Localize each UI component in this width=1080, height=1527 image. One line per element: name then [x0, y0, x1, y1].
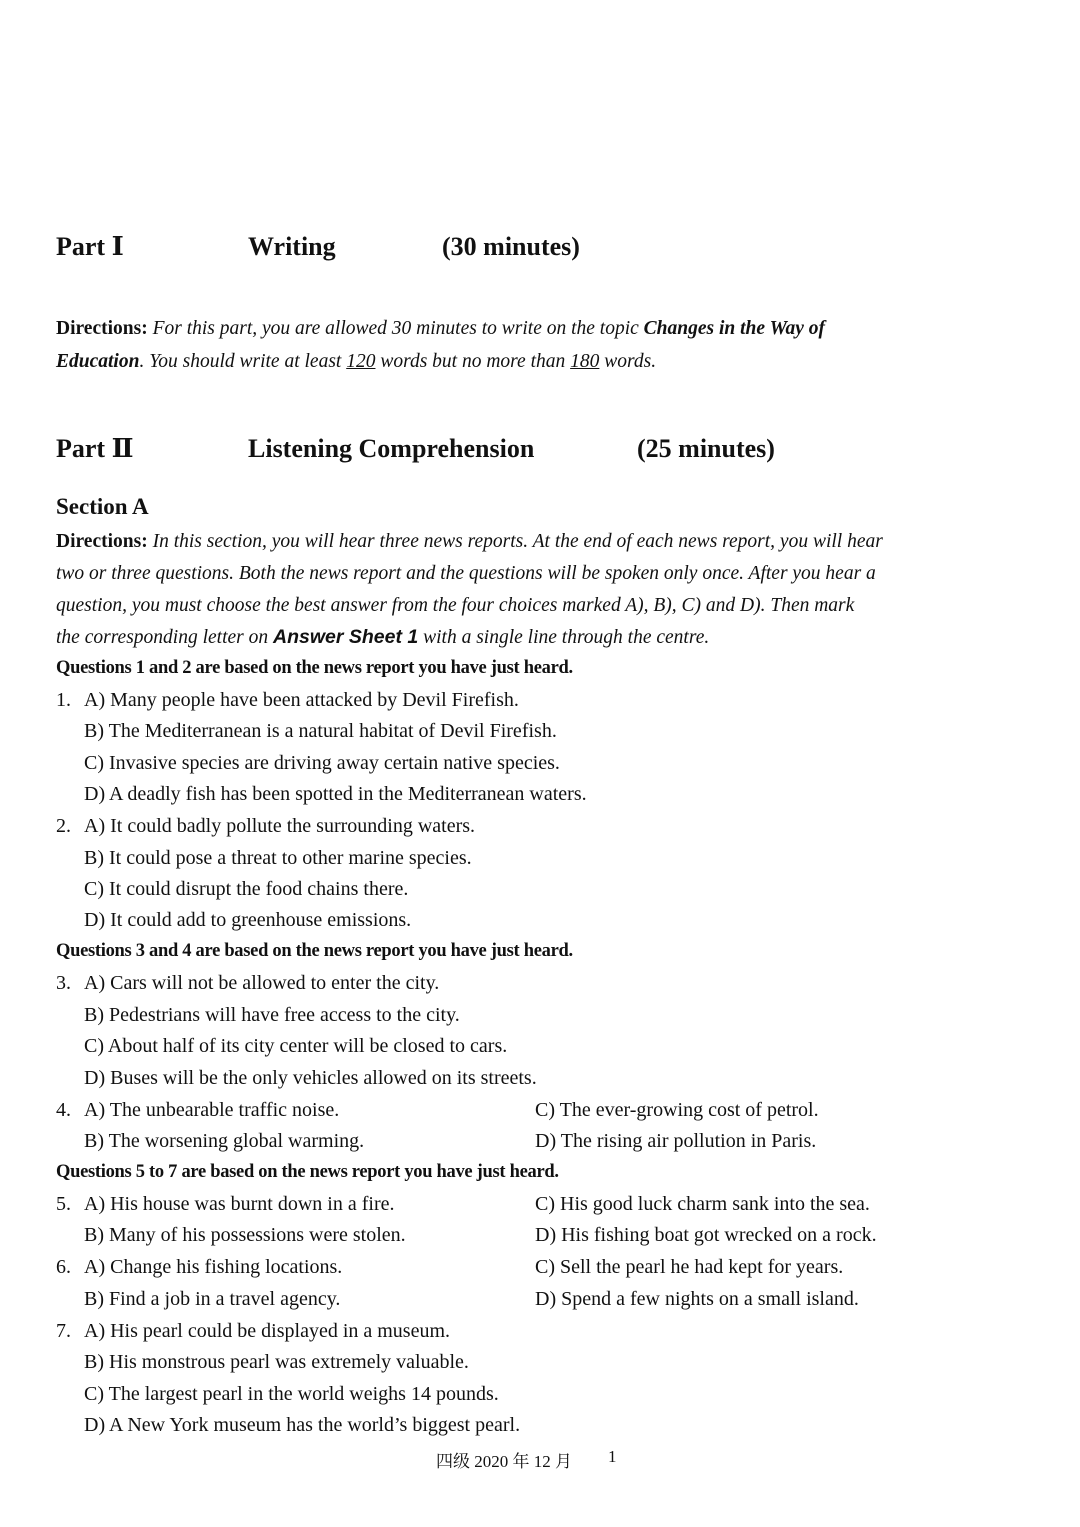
directions-text: the corresponding letter on [56, 627, 273, 648]
option-c: C) The ever-growing cost of petrol. [535, 1099, 819, 1121]
option-b: B) Find a job in a travel agency. [84, 1288, 341, 1310]
option-c: C) Sell the pearl he had kept for years. [535, 1256, 844, 1278]
option-a: A) His pearl could be displayed in a museum. [84, 1320, 451, 1342]
option-d: D) A deadly fish has been spotted in the Mediterranean waters. [84, 783, 587, 805]
part-1-title: Writing [248, 232, 336, 261]
question-number: 5. [56, 1193, 71, 1215]
option-b: B) Many of his possessions were stolen. [84, 1224, 406, 1246]
writing-topic: Changes in the Way of [643, 318, 825, 339]
option-c: C) About half of its city center will be closed to cars. [84, 1035, 508, 1057]
question-1 [56, 689, 519, 712]
directions-text: with a single line through the centre. [418, 627, 710, 648]
question-2 [56, 815, 475, 838]
option-a: A) His house was burnt down in a fire. [84, 1193, 395, 1215]
max-words: 180 [570, 351, 600, 372]
question-number: 2. [56, 815, 71, 837]
directions-label: Directions: [56, 318, 148, 339]
part-2-label: Part Ⅱ [56, 434, 134, 463]
question-number: 3. [56, 972, 71, 994]
option-b: B) It could pose a threat to other marine species. [84, 847, 472, 869]
option-d: D) Spend a few nights on a small island. [535, 1288, 859, 1310]
min-words: 120 [346, 351, 376, 372]
section-a-title: Section A [56, 494, 149, 519]
option-d: D) It could add to greenhouse emissions. [84, 909, 412, 931]
question-group-heading: Questions 5 to 7 are based on the news report you have just heard. [56, 1162, 559, 1182]
writing-topic-cont: Education [56, 351, 140, 372]
option-a: A) It could badly pollute the surrounding waters. [84, 815, 476, 837]
question-7 [56, 1320, 450, 1343]
option-c: C) It could disrupt the food chains there. [84, 878, 409, 900]
option-a: A) The unbearable traffic noise. [84, 1099, 340, 1121]
directions-text: In this section, you will hear three news reports. At the end of each news report, you will hear [152, 531, 883, 552]
question-number: 1. [56, 689, 71, 711]
option-a: A) Cars will not be allowed to enter the city. [84, 972, 440, 994]
part-1-label: Part Ⅰ [56, 232, 124, 261]
option-c: C) Invasive species are driving away certain native species. [84, 752, 560, 774]
question-number: 6. [56, 1256, 71, 1278]
part-1-directions-line-1 [56, 318, 825, 340]
section-directions-line-3: question, you must choose the best answer from the four choices marked A), B), C) and D). Then mark [56, 595, 855, 616]
question-group-heading: Questions 1 and 2 are based on the news report you have just heard. [56, 658, 573, 678]
option-c: C) The largest pearl in the world weighs 14 pounds. [84, 1383, 499, 1405]
answer-sheet-ref: Answer Sheet 1 [273, 626, 419, 648]
part-2-title: Listening Comprehension [248, 434, 535, 463]
directions-text: . You should write at least [139, 351, 347, 372]
directions-label: Directions: [56, 531, 148, 552]
directions-text: words. [599, 351, 657, 372]
question-number: 4. [56, 1099, 71, 1121]
directions-text: words but no more than [375, 351, 571, 372]
directions-text: For this part, you are allowed 30 minutes to write on the topic [152, 318, 644, 339]
option-d: D) A New York museum has the world’s biggest pearl. [84, 1414, 521, 1436]
footer-exam-label: 四级 2020 年 12 月 [436, 1452, 572, 1471]
option-a: A) Change his fishing locations. [84, 1256, 343, 1278]
option-d: D) His fishing boat got wrecked on a rock. [535, 1224, 877, 1246]
page-number: 1 [608, 1447, 617, 1466]
option-b: B) His monstrous pearl was extremely valuable. [84, 1351, 469, 1373]
option-b: B) Pedestrians will have free access to the city. [84, 1004, 460, 1026]
option-b: B) The worsening global warming. [84, 1130, 365, 1152]
question-4 [56, 1099, 339, 1122]
question-5 [56, 1193, 395, 1216]
question-number: 7. [56, 1320, 71, 1342]
option-a: A) Many people have been attacked by Devil Firefish. [84, 689, 519, 711]
question-3 [56, 972, 439, 995]
question-group-heading: Questions 3 and 4 are based on the news report you have just heard. [56, 941, 573, 961]
part-1-directions-line-2 [56, 351, 656, 373]
option-d: D) Buses will be the only vehicles allowed on its streets. [84, 1067, 537, 1089]
option-d: D) The rising air pollution in Paris. [535, 1130, 817, 1152]
section-directions-line-2: two or three questions. Both the news report and the questions will be spoken only once. After you hear a [56, 563, 876, 584]
section-directions-line-4 [56, 626, 709, 649]
part-2-time: (25 minutes) [637, 434, 775, 463]
option-c: C) His good luck charm sank into the sea. [535, 1193, 870, 1215]
part-1-time: (30 minutes) [442, 232, 580, 261]
question-6 [56, 1256, 342, 1279]
section-directions-line-1 [56, 531, 883, 553]
option-b: B) The Mediterranean is a natural habitat of Devil Firefish. [84, 720, 557, 742]
